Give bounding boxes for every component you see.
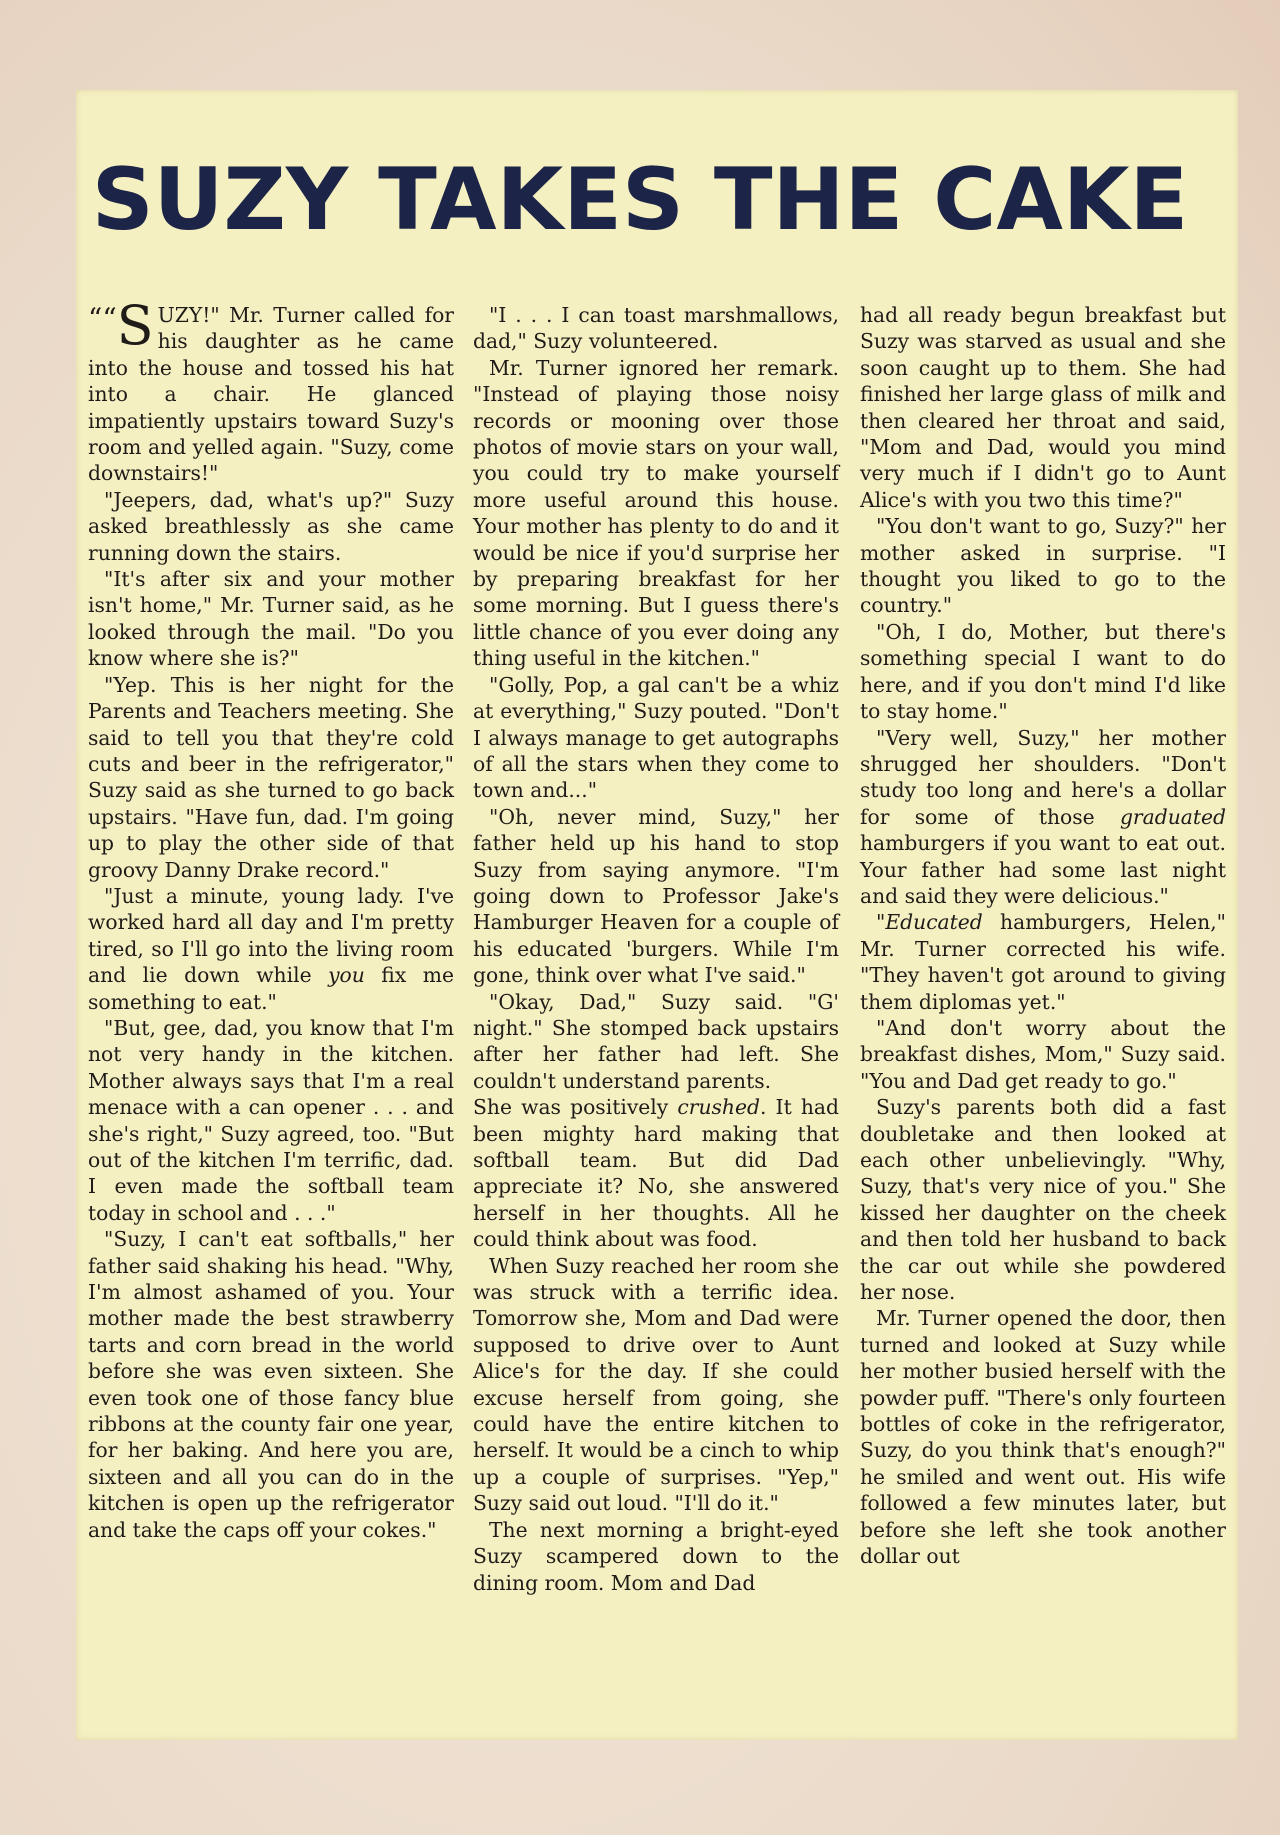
paragraph: "Yep. This is her night for the Parents and Teachers meeting. She said to tell you that they're cold cuts and beer in the refrigerator," Suzy said as she turned to go back upstairs. "Have fun, dad. I'm going up to play the other side of that groovy Danny Drake record."	[88, 672, 454, 882]
emphasized-word: Educated	[885, 910, 983, 935]
paragraph-text: She was positively	[473, 1095, 678, 1120]
emphasized-word: crushed	[677, 1095, 760, 1120]
drop-cap	[88, 294, 154, 357]
paragraph	[88, 294, 454, 487]
paragraph: "I . . . I can toast marshmallows, dad," Suzy volunteered.	[473, 303, 839, 354]
paragraph: When Suzy reached her room she was struck with a terrific idea. Tomorrow she, Mom and Dad were supposed to drive over to Aunt Alice's for the day. If she could excuse herself from going, she could have the entire kitchen to herself. It would be a cinch to whip up a couple of surprises. "Yep," Suzy said out loud. "I'll do it."	[473, 1253, 839, 1516]
emphasized-word: graduated	[1119, 804, 1226, 829]
paragraph-text: UZY!" Mr. Turner called for his daughter as he came into the house and tossed his hat into a chair. He glanced impatiently upstairs toward Suzy's room and yelled again. "Suzy, come downstairs!"	[88, 303, 454, 486]
paragraph-text: hamburgers, Helen," Mr. Turner corrected his wife. "They haven't got around to giving them diplomas yet."	[860, 910, 1226, 1014]
column-2	[473, 302, 839, 1596]
paragraph: Mr. Turner ignored her remark. "Instead of playing those noisy records or mooning over those photos of movie stars on your wall, you could try to make yourself more useful around this house. Your mother has plenty to do and it would be nice if you'd surprise her by preparing breakfast for her some morning. But I guess there's little chance of you ever doing any thing useful in the kitchen."	[473, 355, 839, 671]
paragraph	[88, 883, 454, 1015]
paragraph: "And don't worry about the breakfast dishes, Mom," Suzy said. "You and Dad get ready to go."	[860, 1015, 1226, 1093]
paragraph: "Okay, Dad," Suzy said. "G' night." She stomped back upstairs after her father had left. She couldn't understand parents.	[473, 989, 839, 1093]
paragraph-text: "	[876, 910, 886, 935]
paragraph-text: hamburgers if you want to eat out. Your father had some last night and said they were delicious."	[860, 831, 1226, 908]
paragraph: "Oh, never mind, Suzy," her father held up his hand to stop Suzy from saying anymore. "I'm going down to Professor Jake's Hamburger Heaven for a couple of his educated 'burgers. While I'm gone, think over what I've said."	[473, 804, 839, 988]
paragraph	[473, 1094, 839, 1252]
paragraph: "It's after six and your mother isn't home," Mr. Turner said, as he looked through the mail. "Do you know where she is?"	[88, 567, 454, 671]
paragraph: "Oh, I do, Mother, but there's something special I want to do here, and if you don't mind I'd like to stay home."	[860, 619, 1226, 724]
paragraph: "But, gee, dad, you know that I'm not very handy in the kitchen. Mother always says that I'm a real menace with a can opener . . . and she's right," Suzy agreed, too. "But out of the kitchen I'm terrific, dad. I even made the softball team today in school and . . ."	[88, 1015, 454, 1225]
drop-cap-quote: ““	[88, 302, 117, 335]
paragraph: had all ready begun breakfast but Suzy was starved as usual and she soon caught up to them. She had finished her large glass of milk and then cleared her throat and said, "Mom and Dad, would you mind very much if I didn't go to Aunt Alice's with you two this time?"	[860, 303, 1226, 512]
paragraph: "Golly, Pop, a gal can't be a whiz at everything," Suzy pouted. "Don't I always manage to get autographs of all the stars when they come to town and..."	[473, 672, 839, 803]
paragraph	[860, 725, 1226, 910]
paragraph-text: fix me something to eat."	[88, 963, 454, 1014]
column-3	[860, 302, 1226, 1570]
paragraph: The next morning a bright-eyed Suzy scampered down to the dining room. Mom and Dad	[473, 1517, 839, 1595]
story-title: SUZY TAKES THE CAKE	[91, 150, 1189, 250]
column-1	[88, 294, 454, 1543]
paragraph: Mr. Turner opened the door, then turned and looked at Suzy while her mother busied herself with the powder puff. "There's only fourteen bottles of coke in the refrigerator, Suzy, do you think that's enough?" he smiled and went out. His wife followed a few minutes later, but before she left she took another dollar out	[860, 1306, 1226, 1569]
paragraph: "Suzy, I can't eat softballs," her father said shaking his head. "Why, I'm almost ashamed of you. Your mother made the best strawberry tarts and corn bread in the world before she was even sixteen. She even took one of those fancy blue ribbons at the county fair one year, for her baking. And here you are, sixteen and all you can do in the kitchen is open up the refrigerator and take the caps off your cokes."	[88, 1227, 454, 1542]
emphasized-word: you	[328, 963, 365, 988]
drop-cap-letter: S	[116, 294, 154, 357]
paragraph: "Jeepers, dad, what's up?" Suzy asked breathlessly as she came running down the stairs.	[88, 487, 454, 565]
paragraph	[860, 909, 1226, 1015]
paragraph: Suzy's parents both did a fast doubletake and then looked at each other unbelievingly. "Why, Suzy, that's very nice of you." She kissed her daughter on the cheek and then told her husband to back the car out while she powdered her nose.	[860, 1095, 1226, 1305]
paragraph-text: "Very well, Suzy," her mother shrugged her shoulders. "Don't study too long and here's a dollar for some of those	[860, 725, 1226, 829]
paragraph: "You don't want to go, Suzy?" her mother asked in surprise. "I thought you liked to go to the country."	[860, 514, 1226, 618]
paragraph-text: "Just a minute, young lady. I've worked hard all day and I'm pretty tired, so I'll go into the living room and lie down while	[88, 883, 454, 988]
paragraph-text: . It had been mighty hard making that softball team. But did Dad appreciate it? No, she answered herself in her thoughts. All he could think about was food.	[473, 1095, 840, 1252]
